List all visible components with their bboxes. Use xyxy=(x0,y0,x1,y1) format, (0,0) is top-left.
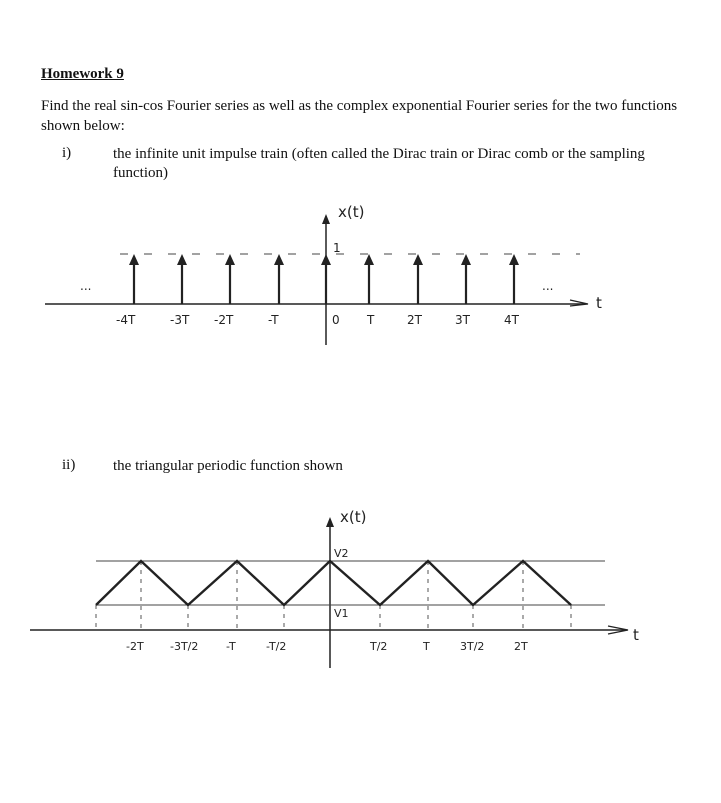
impulse-y-label: x(t) xyxy=(338,203,365,221)
svg-text:3T: 3T xyxy=(455,313,470,327)
part-one-number: i) xyxy=(62,145,72,161)
triangle-vertical-axis-arrow xyxy=(326,517,334,527)
triangle-y-label: x(t) xyxy=(340,508,367,526)
svg-text:0: 0 xyxy=(332,313,340,327)
triangular-wave-plot xyxy=(30,517,628,668)
homework-title: Homework 9 xyxy=(41,66,124,82)
part-one-description: the infinite unit impulse train (often called the Dirac train or Dirac comb or the sampling function) xyxy=(113,146,645,181)
triangle-tick-labels xyxy=(126,640,528,653)
impulse-arrows xyxy=(129,254,519,304)
impulse-amplitude-label: 1 xyxy=(333,241,341,255)
impulse-dots-right: ... xyxy=(542,279,554,293)
svg-text:-4T: -4T xyxy=(116,313,136,327)
svg-text:-T: -T xyxy=(226,640,236,653)
svg-text:-T/2: -T/2 xyxy=(266,640,287,653)
instructions-text: Find the real sin-cos Fourier series as well as the complex exponential Fourier series for the two functions shown below: xyxy=(41,98,678,134)
svg-text:T: T xyxy=(367,313,375,327)
impulse-time-axis-arrow xyxy=(570,300,588,306)
svg-text:-2T: -2T xyxy=(214,313,234,327)
svg-text:3T/2: 3T/2 xyxy=(460,640,485,653)
svg-text:2T: 2T xyxy=(407,313,422,327)
v-high-label: V2 xyxy=(334,547,349,560)
v-low-label: V1 xyxy=(334,607,349,620)
svg-text:4T: 4T xyxy=(504,313,519,327)
svg-text:-3T/2: -3T/2 xyxy=(170,640,199,653)
part-two-description: the triangular periodic function shown xyxy=(113,458,343,474)
impulse-dots-left: ... xyxy=(80,279,92,293)
svg-text:T/2: T/2 xyxy=(370,640,388,653)
impulse-vertical-axis-arrow xyxy=(322,214,330,224)
svg-text:-2T: -2T xyxy=(126,640,144,653)
triangle-waveform xyxy=(96,561,571,605)
impulse-x-label: t xyxy=(596,294,602,312)
part-two-number: ii) xyxy=(62,457,76,473)
svg-text:2T: 2T xyxy=(514,640,528,653)
svg-text:T: T xyxy=(423,640,430,653)
svg-text:-3T: -3T xyxy=(170,313,190,327)
svg-text:-T: -T xyxy=(268,313,279,327)
triangle-x-label: t xyxy=(633,626,639,644)
impulse-tick-labels xyxy=(116,313,520,327)
